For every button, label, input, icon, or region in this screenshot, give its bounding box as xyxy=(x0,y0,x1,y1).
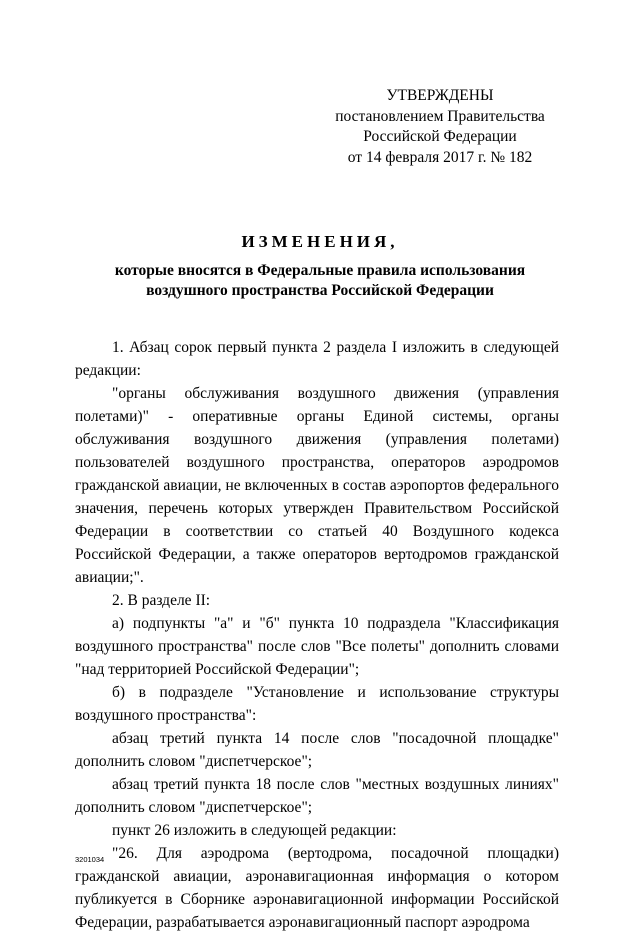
approval-line: постановлением Правительства xyxy=(335,107,545,125)
document-title: ИЗМЕНЕНИЯ, xyxy=(241,232,399,251)
approval-line: Российской Федерации xyxy=(363,128,517,145)
paragraph: "органы обслуживания воздушного движения (управления полетами)" - оперативные органы Единой системы, органы обслуживания воздушного движения (управления полетами) пользователей воздушного пространства, операторов аэродромов гражданской авиации, не включенных в состав аэропортов федерального значения, перечень которых утвержден Правительством Российской Федерации в соответствии со статьей 40 Воздушного кодекса Российской Федерации, а также операторов вертодромов гражданской авиации;". xyxy=(75,385,559,586)
document-subtitle xyxy=(60,261,580,301)
subtitle-line: воздушного пространства Российской Федерации xyxy=(146,282,494,299)
paragraph: а) подпункты "а" и "б" пункта 10 подраздела "Классификация воздушного пространства" после слов "Все полеты" дополнить словами "над территорией Российской Федерации"; xyxy=(75,615,559,678)
document-body xyxy=(75,336,559,934)
paragraph: б) в подразделе "Установление и использование структуры воздушного пространства": xyxy=(75,684,559,724)
approval-heading: УТВЕРЖДЕНЫ xyxy=(386,87,494,104)
paragraph: абзац третий пункта 14 после слов "посадочной площадке" дополнить словом "диспетчерское"; xyxy=(75,730,559,770)
subtitle-line: которые вносятся в Федеральные правила использования xyxy=(114,262,526,279)
paragraph: абзац третий пункта 18 после слов "местных воздушных линиях" дополнить словом "диспетчерское"; xyxy=(75,776,559,816)
document-code: 3201034 xyxy=(75,855,105,864)
approval-stamp xyxy=(320,86,560,168)
paragraph: "26. Для аэродрома (вертодрома, посадочной площадки) гражданской авиации, аэронавигационная информация о котором публикуется в Сборнике аэронавигационной информации Российской Федерации, разрабатывается аэронавигационный паспорт аэродрома xyxy=(75,845,559,931)
paragraph: 2. В разделе II: xyxy=(112,592,211,609)
approval-line: от 14 февраля 2017 г. № 182 xyxy=(347,148,533,166)
paragraph: пункт 26 изложить в следующей редакции: xyxy=(112,822,397,839)
paragraph: 1. Абзац сорок первый пункта 2 раздела I изложить в следующей редакции: xyxy=(75,339,559,379)
